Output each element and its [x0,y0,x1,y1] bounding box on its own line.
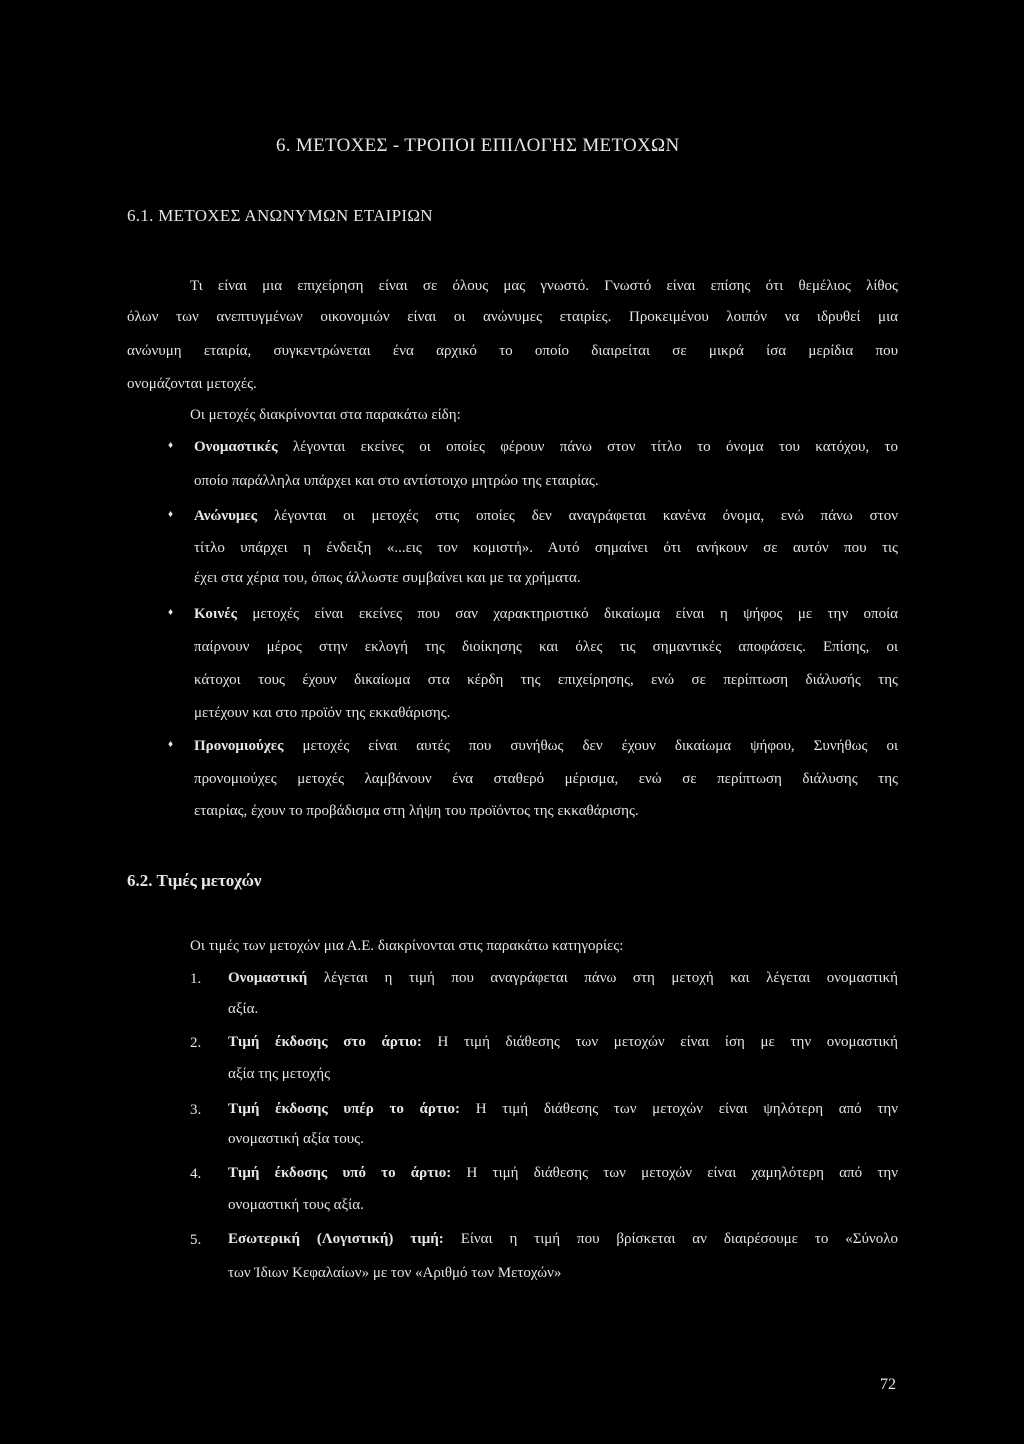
list-number: 1. [190,971,202,987]
share-type-term: Κοινές [194,606,237,622]
price-type-below-par [228,1163,898,1183]
share-type-line: έχει στα χέρια του, όπως άλλωστε συμβαίνει και με τα χρήματα. [194,570,581,586]
price-type-above-par [228,1099,898,1119]
price-type-book-value [228,1229,898,1249]
share-type-line: οποίο παράλληλα υπάρχει και στο αντίστοιχο μητρώο της εταιρίας. [194,473,599,489]
price-type-desc: λέγεται η τιμή που αναγράφεται πάνω στη μετοχή και λέγεται ονομαστική [307,970,898,986]
list-number: 5. [190,1232,202,1248]
share-type-bearer [194,506,898,526]
price-type-line: των Ίδιων Κεφαλαίων» με τον «Αριθμό των Μετοχών» [228,1265,562,1281]
price-type-line: ονομαστική αξία τους. [228,1131,364,1147]
section-heading-text: 6.2. Τιμές μετοχών [127,871,262,890]
intro-line-5: Οι μετοχές διακρίνονται στα παρακάτω είδη: [190,407,461,423]
share-type-line: τίτλο υπάρχει η ένδειξη «...εις τον κομιστή». Αυτό σημαίνει ότι ανήκουν σε αυτόν που τις [194,540,898,556]
intro-line-2: όλων των ανεπτυγμένων οικονομιών είναι οι ανώνυμες εταιρίες. Προκειμένου λοιπόν να ιδρυθεί μια [127,309,898,325]
share-type-line: εταιρίας, έχουν το προβάδισμα στη λήψη του προϊόντος της εκκαθάρισης. [194,803,639,819]
share-type-nominal [194,437,898,457]
bullet-icon: ♦ [168,607,174,618]
list-number: 3. [190,1102,202,1118]
share-type-term: Προνομιούχες [194,738,284,754]
share-type-line: προνομιούχες μετοχές λαμβάνουν ένα σταθερό μέρισμα, ενώ σε περίπτωση διάλυσης της [194,771,898,787]
intro-line-3: ανώνυμη εταιρία, συγκεντρώνεται ένα αρχικό το οποίο διαιρείται σε μικρά ίσα μερίδια που [127,343,898,359]
share-type-preferred [194,736,898,756]
share-type-line: παίρνουν μέρος στην εκλογή της διοίκησης και όλες τις σημαντικές αποφάσεις. Επίσης, οι [194,639,898,655]
share-type-line: κάτοχοι τους έχουν δικαίωμα στα κέρδη της επιχείρησης, ενώ σε περίπτωση διάλυσής της [194,672,898,688]
price-type-desc: Η τιμή διάθεσης των μετοχών είναι ίση με την ονομαστική [421,1034,898,1050]
page-number: 72 [880,1376,896,1393]
share-type-term: Ονομαστικές [194,439,278,455]
price-type-line: ονομαστική τους αξία. [228,1197,364,1213]
price-type-at-par [228,1032,898,1052]
section-heading-6-2 [127,871,261,891]
prices-intro: Οι τιμές των μετοχών μια Α.Ε. διακρίνονται στις παρακάτω κατηγορίες: [190,938,624,954]
bullet-icon: ♦ [168,739,174,750]
price-type-term: Εσωτερική (Λογιστική) τιμή: [228,1231,444,1247]
share-type-desc: λέγονται οι μετοχές στις οποίες δεν αναγράφεται κανένα όνομα, ενώ πάνω στον [257,508,898,524]
share-type-common [194,604,898,624]
price-type-desc: Είναι η τιμή που βρίσκεται αν διαιρέσουμε το «Σύνολο [443,1231,898,1247]
price-type-line: αξία. [228,1001,259,1017]
price-type-term: Τιμή έκδοσης υπό το άρτιο: [228,1165,452,1181]
share-type-desc: λέγονται εκείνες οι οποίες φέρουν πάνω στον τίτλο το όνομα του κατόχου, το [277,439,898,455]
list-number: 2. [190,1035,202,1051]
bullet-icon: ♦ [168,509,174,520]
intro-line-1: Τι είναι μια επιχείρηση είναι σε όλους μας γνωστό. Γνωστό είναι επίσης ότι θεμέλιος λίθος [190,278,898,294]
price-type-term: Τιμή έκδοσης υπέρ το άρτιο: [228,1101,461,1117]
list-number: 4. [190,1166,202,1182]
price-type-desc: Η τιμή διάθεσης των μετοχών είναι χαμηλότερη από την [451,1165,898,1181]
price-type-line: αξία της μετοχής [228,1066,331,1082]
bullet-icon: ♦ [168,440,174,451]
price-type-nominal [228,968,898,988]
price-type-term: Ονομαστική [228,970,308,986]
share-type-desc: μετοχές είναι αυτές που συνήθως δεν έχουν δικαίωμα ψήφου, Συνήθως οι [283,738,898,754]
chapter-heading: 6. ΜΕΤΟΧΕΣ - ΤΡΟΠΟΙ ΕΠΙΛΟΓΗΣ ΜΕΤΟΧΩΝ [276,135,680,156]
share-type-desc: μετοχές είναι εκείνες που σαν χαρακτηριστικό δικαίωμα είναι η ψήφος με την οποία [236,606,898,622]
price-type-term: Τιμή έκδοσης στο άρτιο: [228,1034,422,1050]
section-heading-6-1: 6.1. ΜΕΤΟΧΕΣ ΑΝΩΝΥΜΩΝ ΕΤΑΙΡΙΩΝ [127,206,433,225]
share-type-line: μετέχουν και στο προϊόν της εκκαθάρισης. [194,705,451,721]
share-type-term: Ανώνυμες [194,508,258,524]
price-type-desc: Η τιμή διάθεσης των μετοχών είναι ψηλότερη από την [460,1101,898,1117]
intro-line-4: ονομάζονται μετοχές. [127,376,257,392]
